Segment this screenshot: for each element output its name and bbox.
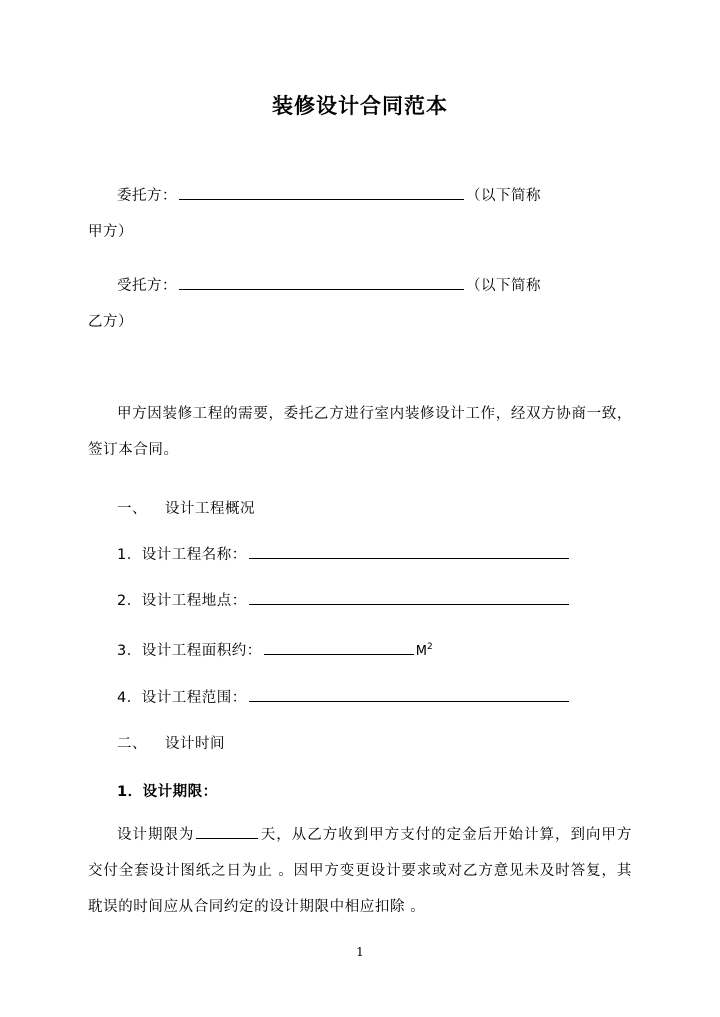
party-entrusting-blank[interactable] [179, 184, 464, 200]
party-entrusted-line [88, 268, 632, 304]
page-title: 装修设计合同范本 [272, 93, 448, 118]
section-one-item-3 [88, 624, 632, 675]
item-3-unit-exponent: 2 [426, 642, 434, 652]
spacer-before-preamble [88, 340, 632, 396]
item-2-blank[interactable] [249, 589, 569, 605]
party-entrusting-label: 委托方： [117, 188, 177, 204]
party-entrusted-blank[interactable] [179, 274, 464, 290]
party-entrusting-line [88, 178, 632, 214]
party-entrusting-suffix: （以下简称 [466, 188, 541, 204]
design-term-blank[interactable] [196, 823, 258, 839]
section-two-title: 设计时间 [165, 735, 225, 752]
item-4-label: 4．设计工程范围： [117, 689, 247, 706]
party-entrusted-label: 受托方： [117, 278, 177, 294]
preamble-paragraph: 甲方因装修工程的需要，委托乙方进行室内装修设计工作，经双方协商一致，签订本合同。 [88, 406, 632, 458]
section-two-body [88, 817, 632, 925]
item-1-label: 1．设计工程名称： [117, 547, 247, 563]
item-4-blank[interactable] [249, 686, 569, 702]
item-2-label: 2．设计工程地点： [117, 593, 247, 609]
spacer-after-title [88, 120, 632, 178]
item-1-blank[interactable] [249, 543, 569, 559]
section-two-number: 二、 [117, 735, 147, 752]
item-3-blank[interactable] [264, 639, 414, 655]
section-one-number: 一、 [117, 501, 147, 517]
section-two-heading [88, 721, 632, 767]
section-one-item-1 [88, 532, 632, 578]
section-two-subheading: 1．设计期限： [117, 783, 218, 800]
design-term-suffix: 天，从乙方收到甲方支付的定金后开始计算，到向甲方交付全套设计图纸之日为止 。因甲方变更设计要求或对乙方意见未及时答复，其耽误的时间应从合同约定的设计期限中相应扣除 。 [88, 826, 633, 915]
party-entrusted-suffix: （以下简称 [466, 278, 541, 294]
section-one-title: 设计工程概况 [165, 501, 255, 517]
party-entrusting-continuation: 甲方） [88, 224, 133, 240]
item-3-label: 3．设计工程面积约： [117, 642, 262, 659]
page-number: 1 [356, 945, 364, 959]
party-entrusted-continuation: 乙方） [88, 314, 133, 330]
item-3-unit: M [415, 643, 427, 659]
design-term-prefix: 设计期限为 [117, 826, 195, 843]
section-one-heading [88, 486, 632, 532]
section-one-item-2 [88, 578, 632, 624]
section-one-item-4 [88, 675, 632, 721]
spacer-between-parties [88, 250, 632, 268]
spacer-before-section-one [88, 468, 632, 486]
